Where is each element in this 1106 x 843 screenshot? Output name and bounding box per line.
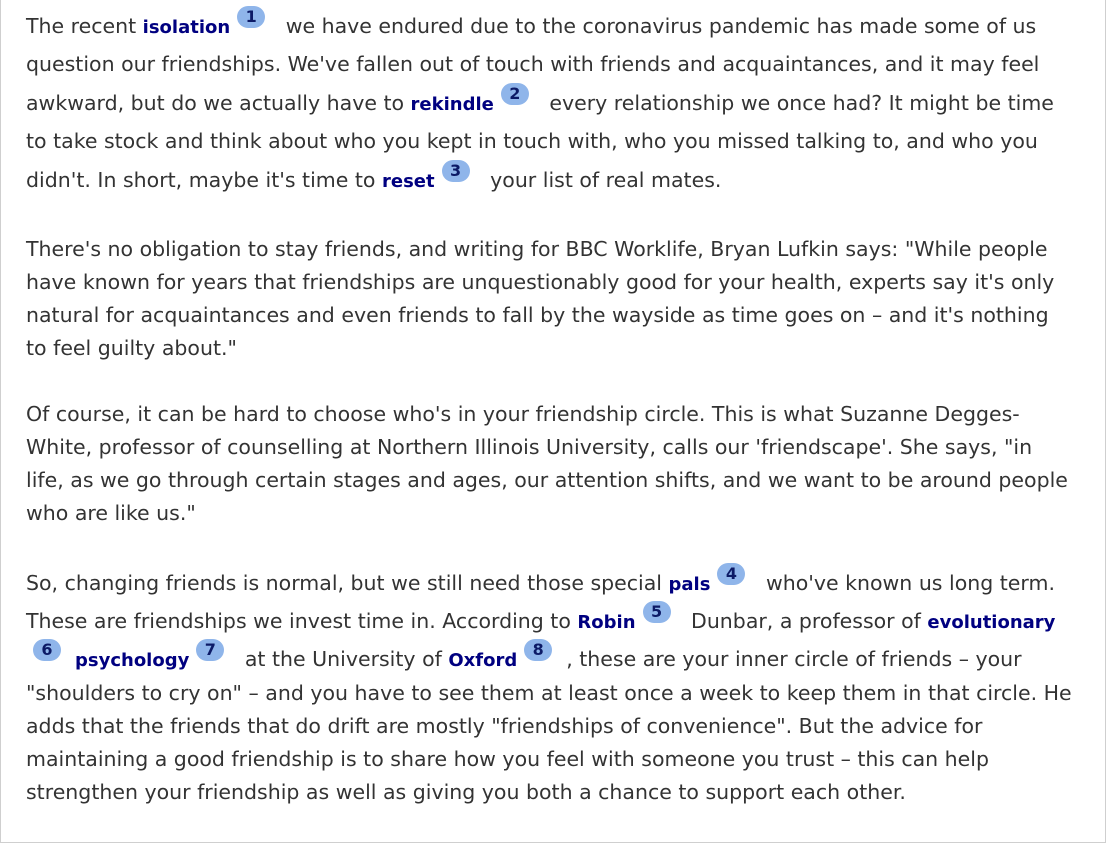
vocab-number-badge-7[interactable]: 7: [196, 639, 224, 661]
paragraph-4-text-2: who've known us long term. These are friendships we invest time in. According to: [26, 571, 1055, 633]
vocab-word-rekindle[interactable]: rekindle: [410, 94, 494, 115]
paragraph-1-text-2: we have endured due to the coronavirus pandemic has made some of us question our friendships. We've fallen out of touch with friends and acquaintances, and it may feel awkward, but do we actually have to: [26, 14, 1040, 115]
vocab-word-pals[interactable]: pals: [668, 574, 711, 595]
paragraph-2: There's no obligation to stay friends, and writing for BBC Worklife, Bryan Lufkin says: "While people have known for years that friendships are unquestionably good for your health, experts say it's only natural for acquaintances and even friends to fall by the wayside as time goes on – and it's nothing to feel guilty about.": [26, 237, 1055, 360]
vocab-number-badge-8[interactable]: 8: [524, 639, 552, 661]
paragraph-1-text-4: your list of real mates.: [483, 168, 722, 192]
vocab-number-badge-3[interactable]: 3: [442, 160, 470, 182]
vocab-word-isolation[interactable]: isolation: [142, 17, 231, 38]
paragraph-3: Of course, it can be hard to choose who's in your friendship circle. This is what Suzanne Degges-White, professor of counselling at Northern Illinois University, calls our 'friendscape'. She says, "in life, as we go through certain stages and ages, our attention shifts, and we want to be around people who are like us.": [26, 402, 1068, 525]
vocab-number-badge-5[interactable]: 5: [643, 601, 671, 623]
paragraph-1-text-3: every relationship we once had? It might be time to take stock and think about who you kept in touch with, who you missed talking to, and who you didn't. In short, maybe it's time to: [26, 91, 1054, 192]
article-body: [1, 0, 1105, 809]
paragraph-4-text-1: So, changing friends is normal, but we still need those special: [26, 571, 669, 595]
vocab-word-evolutionary[interactable]: evolutionary: [927, 612, 1056, 633]
vocab-word-reset[interactable]: reset: [382, 171, 435, 192]
vocab-word-robin[interactable]: Robin: [577, 612, 636, 633]
paragraph-4-text-6: , these are your inner circle of friends – your "shoulders to cry on" – and you have to see them at least once a week to keep them in that circle. He adds that the friends that do drift are mostly "friendships of convenience". But the advice for maintaining a good friendship is to share how you feel with someone you trust – this can help strengthen your friendship as well as giving you both a chance to support each other.: [26, 647, 1072, 804]
paragraph-4-text-5: at the University of: [238, 647, 449, 671]
paragraph-4: [26, 563, 1075, 809]
vocab-number-badge-2[interactable]: 2: [501, 83, 529, 105]
paragraph-1: [26, 6, 1075, 200]
vocab-number-badge-6[interactable]: 6: [33, 639, 61, 661]
vocab-word-oxford[interactable]: Oxford: [448, 650, 518, 671]
vocab-number-badge-4[interactable]: 4: [717, 563, 745, 585]
vocab-word-psychology[interactable]: psychology: [75, 650, 190, 671]
paragraph-4-text-3: Dunbar, a professor of: [684, 609, 928, 633]
paragraph-1-text-1: The recent: [26, 14, 143, 38]
vocab-number-badge-1[interactable]: 1: [237, 6, 265, 28]
